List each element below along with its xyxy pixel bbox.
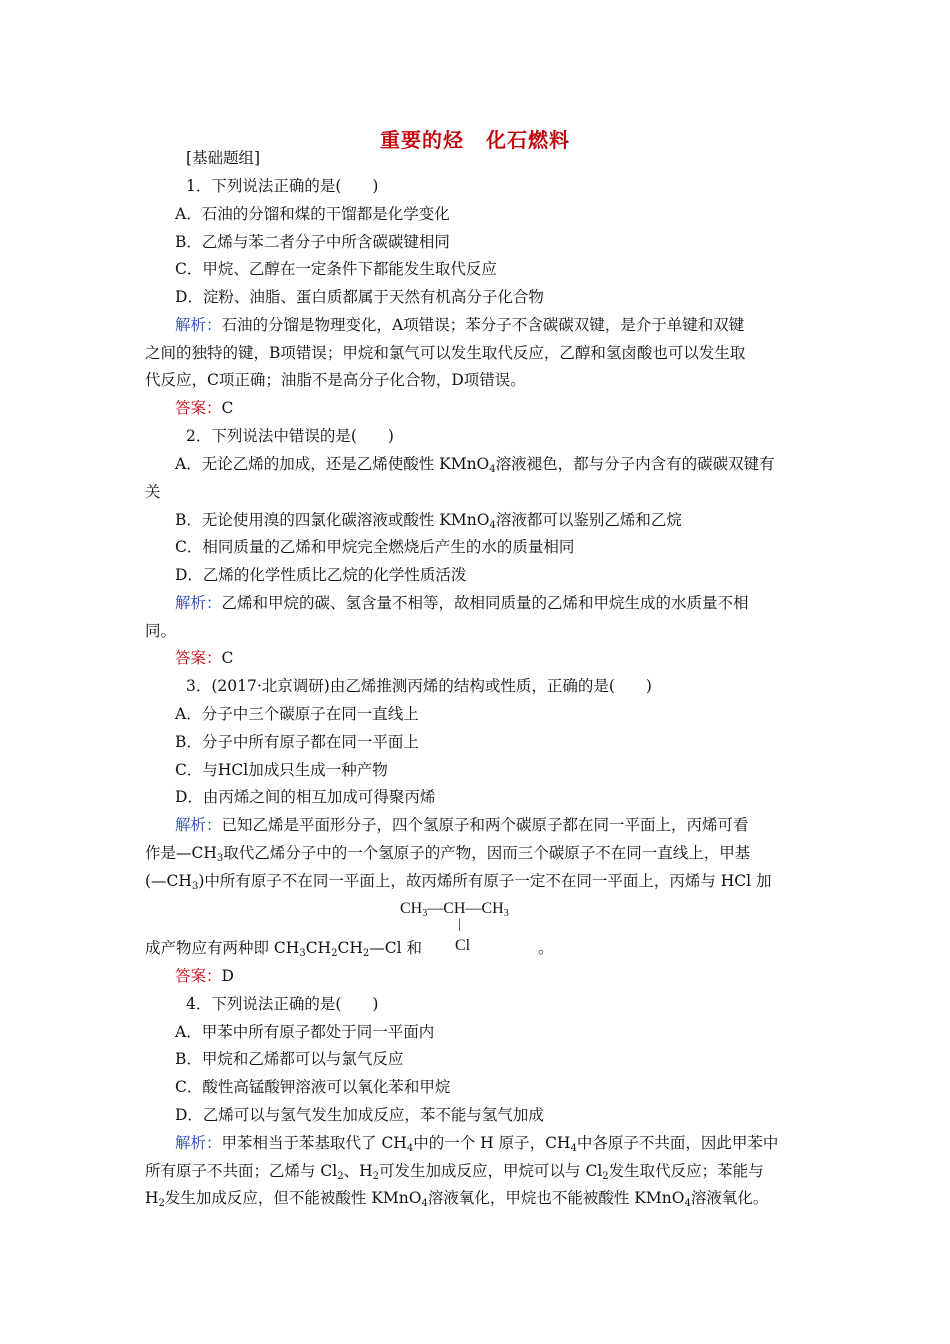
analysis-label: 解析：: [175, 316, 222, 334]
q2-stem: 2．下列说法中错误的是( ): [186, 427, 394, 445]
q3-analysis-line-3: $(—CH_3)$中所有原子不在同一平面上，故丙烯所有原子一定不在同一平面上，丙烯与 HCl 加: [145, 872, 772, 892]
title-part-1: 重要的烃: [380, 128, 464, 152]
q2-option-d: D．乙烯的化学性质比乙烷的化学性质活泼: [175, 566, 467, 584]
q3-option-c: C．与HCl加成只生成一种产物: [175, 761, 388, 779]
q3-stem: 3．(2017·北京调研)由乙烯推测丙烯的结构或性质，正确的是( ): [186, 677, 652, 695]
q3-analysis-line-4: 成产物应有两种即 $CH_3CH_2CH_2—Cl$ 和: [145, 939, 422, 959]
q1-stem: 1．下列说法正确的是( ): [186, 177, 379, 195]
q4-option-d: D．乙烯可以与氢气发生加成反应，苯不能与氢气加成: [175, 1106, 544, 1124]
q3-analysis-line-1: 解析：已知乙烯是平面形分子，四个氢原子和两个碳原子都在同一平面上，丙烯可看: [175, 816, 749, 834]
q1-option-b: B．乙烯与苯二者分子中所含碳碳键相同: [175, 233, 450, 251]
q2-option-c: C．相同质量的乙烯和甲烷完全燃烧后产生的水的质量相同: [175, 538, 575, 556]
q4-analysis-line-1: 解析：甲苯相当于苯基取代了 $CH_4$中的一个 H 原子，$CH_4$中各原子不共面，因此甲苯中: [175, 1134, 779, 1154]
q4-analysis-line-3: $H_2$发生加成反应，但不能被酸性 KMnO$_4$溶液氧化，甲烷也不能被酸性 KMnO$_4$溶液氧化。: [145, 1189, 769, 1209]
section-label: [基础题组]: [186, 149, 261, 167]
q4-stem: 4．下列说法正确的是( ): [186, 995, 379, 1013]
q3-analysis-line-2: 作是$—CH_3$取代乙烯分子中的一个氢原子的产物，因而三个碳原子不在同一直线上，甲基: [145, 844, 751, 864]
q4-option-a: A．甲苯中所有原子都处于同一平面内: [175, 1023, 435, 1041]
q4-analysis-line-2: 所有原子不共面；乙烯与 $Cl_2$、$H_2$可发生加成反应，甲烷可以与 $Cl_2$发生取代反应；苯能与: [145, 1162, 764, 1182]
q1-analysis-line-3: 代反应，C项正确；油脂不是高分子化合物，D项错误。: [145, 371, 526, 389]
q1-analysis-line-1: 解析：石油的分馏是物理变化，A项错误；苯分子不含碳碳双键，是介于单键和双键: [175, 316, 745, 334]
answer-label: 答案：: [175, 399, 222, 417]
q2-option-a-line-2: 关: [145, 483, 161, 501]
q1-option-a: A．石油的分馏和煤的干馏都是化学变化: [175, 205, 450, 223]
title-part-2: 化石燃料: [486, 128, 570, 152]
q3-option-a: A．分子中三个碳原子在同一直线上: [175, 705, 419, 723]
structural-formula-top: $CH_3—CH—CH_3$: [400, 900, 509, 919]
q1-option-c: C．甲烷、乙醇在一定条件下都能发生取代反应: [175, 260, 497, 278]
q1-option-d: D．淀粉、油脂、蛋白质都属于天然有机高分子化合物: [175, 288, 544, 306]
q2-option-a-line-1: A．无论乙烯的加成，还是乙烯使酸性 KMnO$_4$溶液褪色，都与分子内含有的碳碳双键有: [175, 455, 775, 475]
page-title: [0, 124, 950, 153]
q2-analysis-line-1: 解析：乙烯和甲烷的碳、氢含量不相等，故相同质量的乙烯和甲烷生成的水质量不相: [175, 594, 749, 612]
q3-option-d: D．由丙烯之间的相互加成可得聚丙烯: [175, 788, 436, 806]
structural-formula-cl: Cl: [455, 937, 471, 954]
q1-analysis-line-2: 之间的独特的键，B项错误；甲烷和氯气可以发生取代反应，乙醇和氢卤酸也可以发生取: [145, 344, 746, 362]
structural-formula-bond: |: [458, 917, 461, 932]
q2-answer: 答案：C: [175, 649, 234, 667]
q4-option-b: B．甲烷和乙烯都可以与氯气反应: [175, 1050, 404, 1068]
q1-answer: 答案：C: [175, 399, 234, 417]
q3-option-b: B．分子中所有原子都在同一平面上: [175, 733, 419, 751]
q2-option-b: B．无论使用溴的四氯化碳溶液或酸性 KMnO$_4$溶液都可以鉴别乙烯和乙烷: [175, 511, 682, 531]
q3-answer: 答案：D: [175, 967, 234, 985]
q2-analysis-line-2: 同。: [145, 622, 177, 640]
q3-analysis-period: 。: [538, 939, 554, 957]
q4-option-c: C．酸性高锰酸钾溶液可以氧化苯和甲烷: [175, 1078, 451, 1096]
